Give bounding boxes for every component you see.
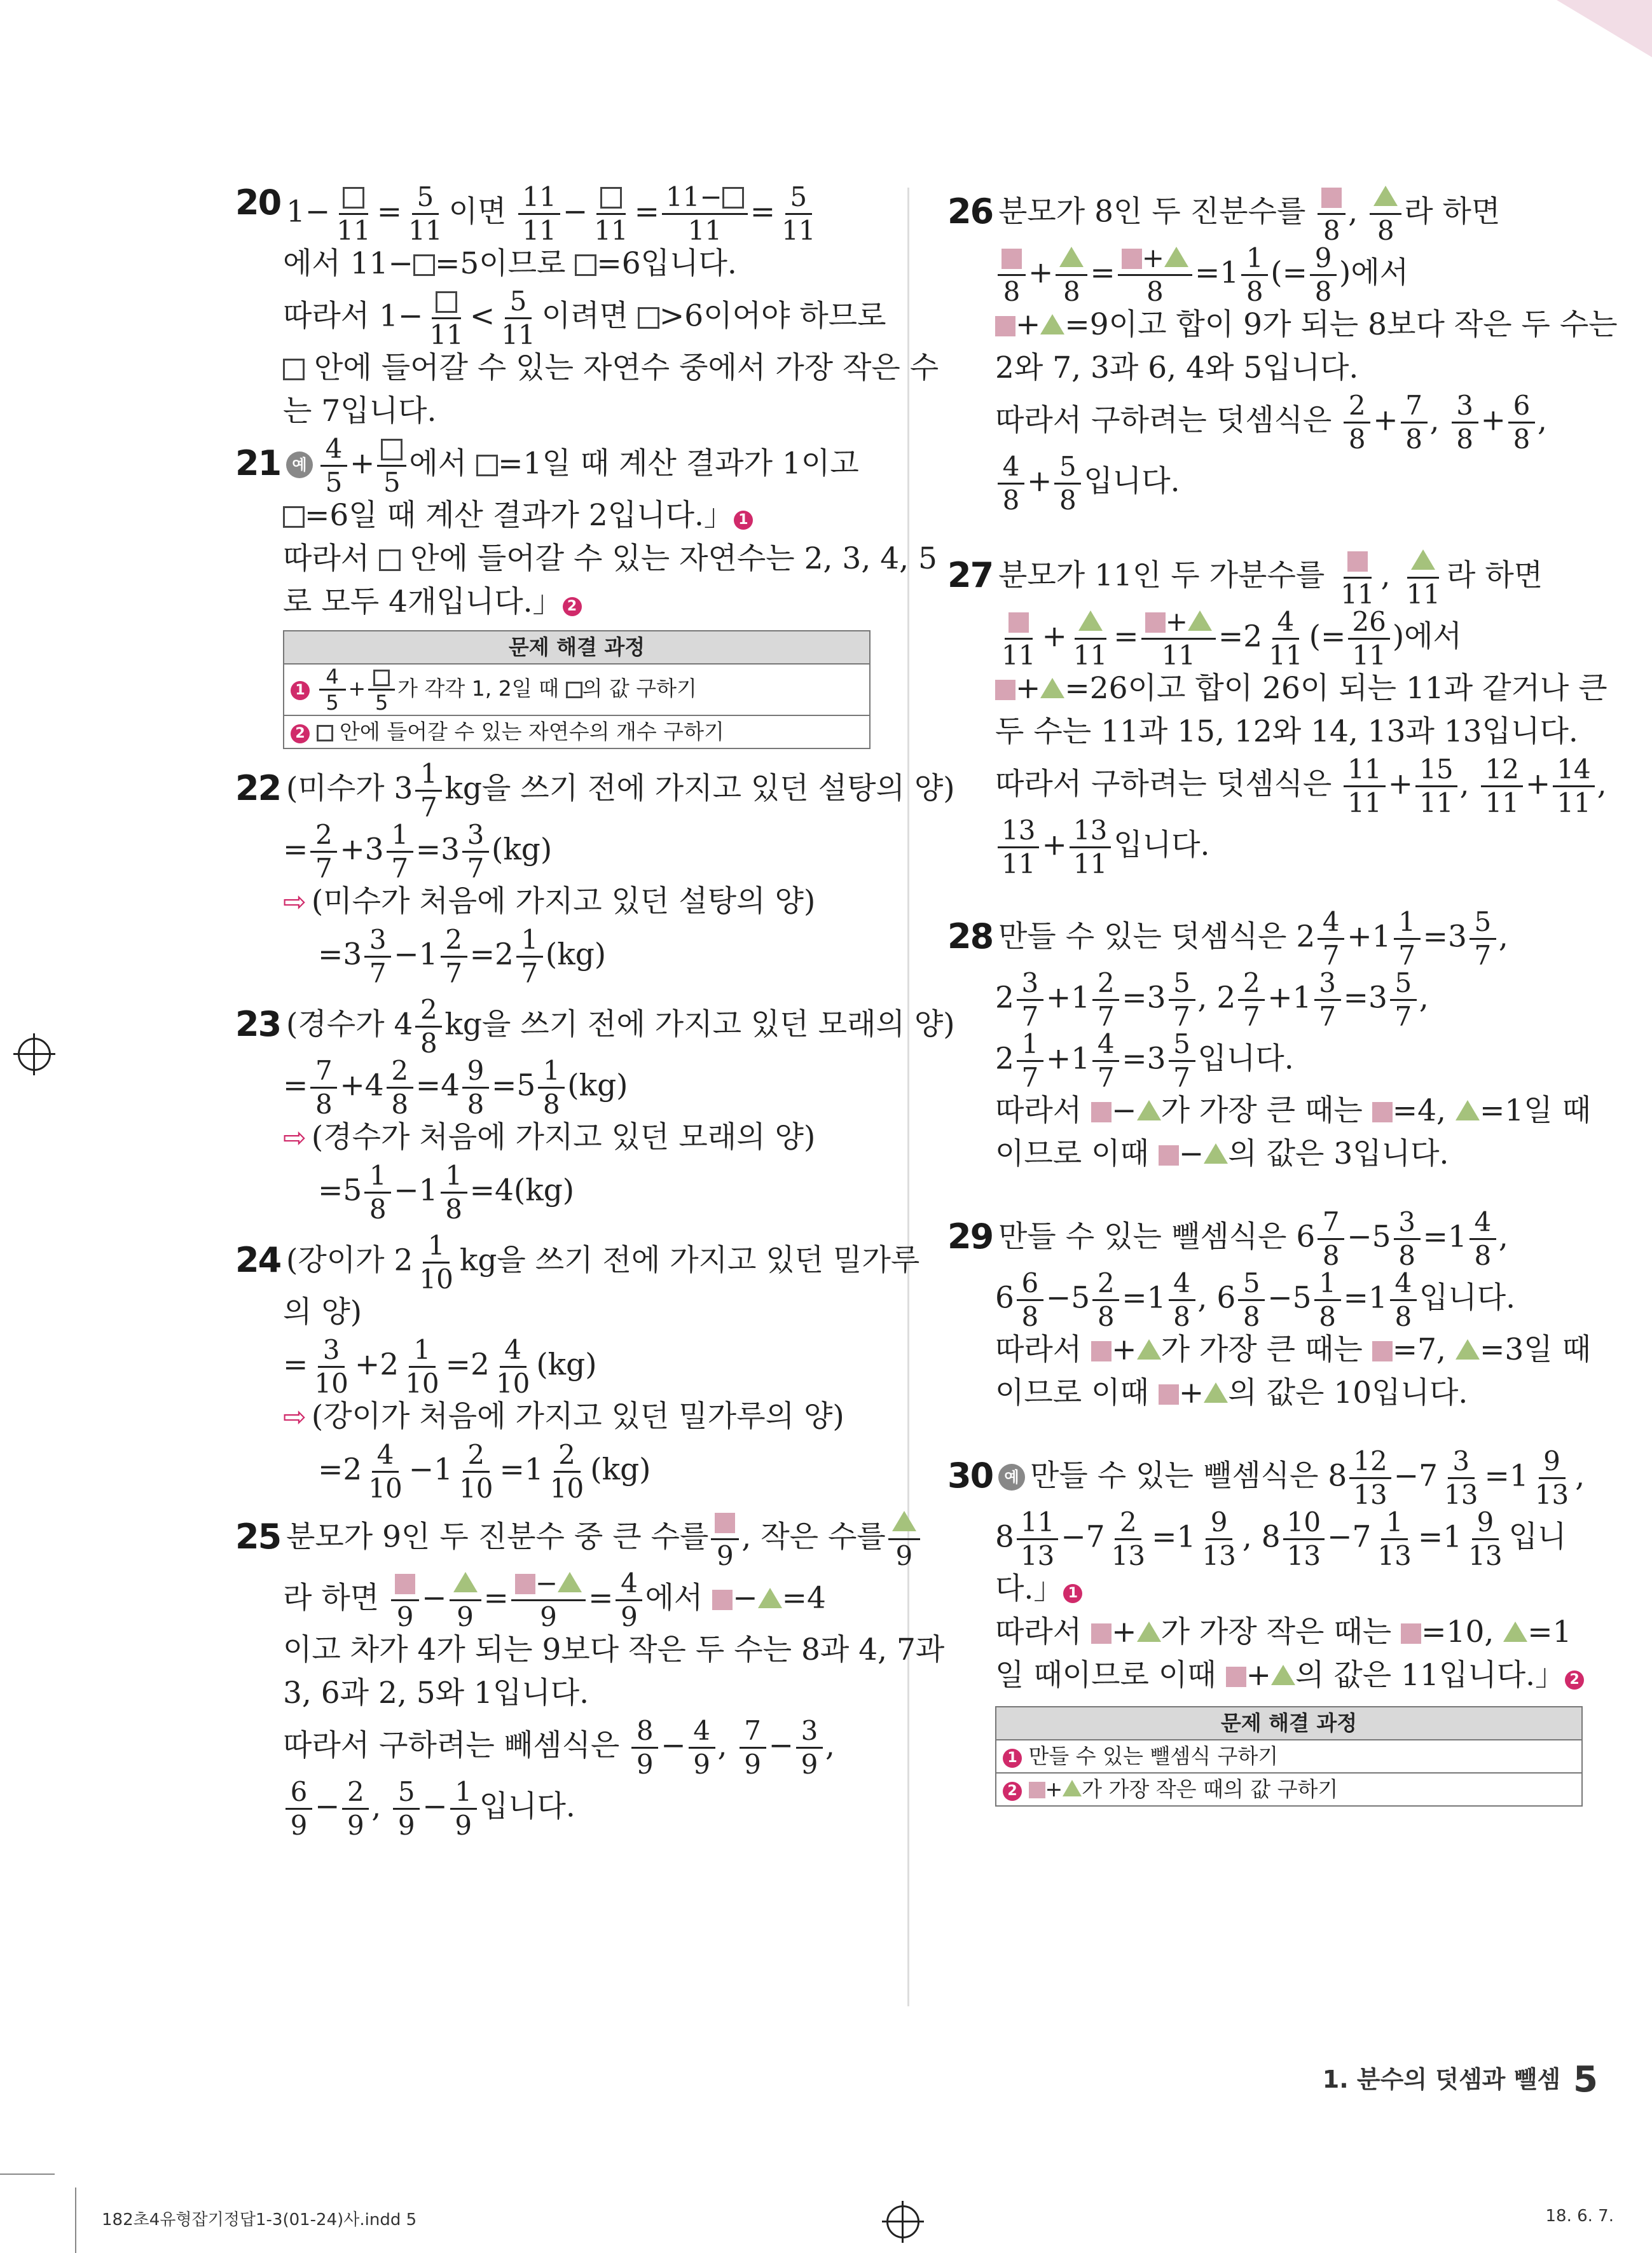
line: 이고 차가 4가 되는 9보다 작은 두 수는 8과 4, 7과	[283, 1632, 945, 1667]
blank-box	[283, 506, 305, 528]
triangle-shape	[1188, 610, 1212, 631]
line: 2와 7, 3과 6, 4와 5입니다.	[995, 350, 1359, 385]
square-shape	[1159, 1384, 1179, 1405]
problem-number: 23	[235, 1004, 281, 1044]
problem-number: 30	[947, 1456, 993, 1496]
line: 이므로 이때 − 의 값은 3입니다.	[995, 1136, 1449, 1171]
square-shape	[1372, 1102, 1393, 1122]
problem-21	[235, 433, 937, 749]
line: 따라서 1− 11 < $\frac{5}{11}$ 이려면 >6이어야 하므로	[283, 286, 886, 350]
line: ⇨ (경수가 처음에 가지고 있던 모래의 양)	[283, 1120, 816, 1155]
line: 따라서 구하려는 빼셈식은 $\frac{8}{9}$ − $\frac{4}{9}$ , $\frac{7}{9}$ − $\frac{3}{9}$ ,	[283, 1715, 835, 1780]
square-shape	[1401, 1623, 1421, 1644]
step-marker-2: 2	[563, 597, 582, 616]
line: (강이가 2 $\frac{1}{10}$ kg을 쓰기 전에 가지고 있던 밀가루	[286, 1230, 920, 1295]
triangle-shape	[1411, 549, 1435, 570]
page-number: 5	[1573, 2059, 1598, 2100]
line: $\frac{4}{8}$ + $\frac{5}{8}$ 입니다.	[947, 451, 1583, 512]
line: 분모가 8인 두 진분수를 8 , 8 라 하면	[947, 181, 1583, 242]
square-shape	[995, 680, 1015, 700]
line: 따라서 − 가 가장 큰 때는 =4, =1일 때	[995, 1093, 1591, 1128]
triangle-shape	[453, 1572, 478, 1592]
triangle-shape	[1059, 247, 1084, 267]
page-corner-decoration	[1557, 0, 1652, 57]
line: 라 하면 9 − 9 = $\frac{-}{9}$ = $\frac{4}{9}$ 에서 − =4	[283, 1567, 826, 1632]
line: 두 수는 11과 15, 12와 14, 13과 13입니다.	[995, 714, 1578, 749]
line: $\frac{6}{9}$ − $\frac{2}{9}$ , $\frac{5}{9}$ − $\frac{1}{9}$ 입니다.	[235, 1776, 871, 1837]
blank-box	[317, 725, 333, 741]
line: (경수가 4 $\frac{2}{8}$ kg을 쓰기 전에 가지고 있던 모래의 양)	[286, 994, 955, 1059]
square-shape	[712, 1590, 733, 1610]
line: 따라서 안에 들어갈 수 있는 자연수는 2, 3, 4, 5	[283, 541, 937, 576]
line: 1− 11 = $\frac{5}{11}$ 이면 $\frac{11}{11}$ − 11 = $\frac{11-}{11}$ = $\frac{5}{11}$	[286, 181, 816, 246]
solution-process-table	[283, 630, 871, 749]
line: = $\frac{3}{10}$ +2 $\frac{1}{10}$ =2 $\frac{4}{10}$ (kg)	[283, 1334, 597, 1399]
triangle-shape	[1456, 1100, 1480, 1120]
arrow-icon: ⇨	[283, 1122, 306, 1154]
problem-number: 28	[947, 916, 993, 956]
problem-26	[947, 181, 1618, 516]
triangle-shape	[1063, 1780, 1082, 1796]
blank-box	[343, 187, 364, 209]
triangle-shape	[1503, 1622, 1527, 1642]
line: 만들 수 있는 뺄셈식은 6 $\frac{7}{8}$ −5 $\frac{3}{8}$ =1 $\frac{4}{8}$ ,	[998, 1206, 1508, 1271]
problem-25	[235, 1506, 945, 1841]
table-row: 2 + 가 가장 작은 때의 값 구하기	[996, 1774, 1581, 1805]
line: =3 $\frac{3}{7}$ −1 $\frac{2}{7}$ =2 $\frac{1}{7}$ (kg)	[318, 924, 607, 989]
crop-mark	[75, 2188, 76, 2253]
problem-number: 22	[235, 768, 281, 808]
square-shape	[1008, 612, 1029, 633]
blank-box	[575, 254, 596, 276]
triangle-shape	[1204, 1382, 1228, 1403]
problem-number: 20	[235, 183, 281, 223]
problem-23	[235, 994, 955, 1225]
line: + =9이고 합이 9가 되는 8보다 작은 두 수는	[947, 303, 1583, 347]
problem-29	[947, 1206, 1591, 1415]
table-row: 2 안에 들어갈 수 있는 자연수의 개수 구하기	[284, 716, 869, 748]
problem-30	[947, 1445, 1583, 1807]
blank-box	[436, 291, 457, 313]
blank-box	[413, 254, 435, 276]
blank-box	[379, 549, 401, 571]
problem-22	[235, 758, 955, 989]
line: 따라서 구하려는 덧셈식은 $\frac{2}{8}$ + $\frac{7}{8}$ , $\frac{3}{8}$ + $\frac{6}{8}$ ,	[995, 390, 1547, 455]
example-badge: 예	[998, 1464, 1025, 1491]
line: 따라서 구하려는 덧셈식은 $\frac{11}{11}$ + $\frac{15}{11}$ , $\frac{12}{11}$ + $\frac{14}{11}$ ,	[995, 754, 1607, 818]
blank-box	[722, 187, 744, 209]
right-column	[947, 181, 1618, 1807]
line: 예 만들 수 있는 뺄셈식은 8 $\frac{12}{13}$ −7 $\frac{3}{13}$ =1 $\frac{9}{13}$ ,	[947, 1445, 1583, 1506]
line: 3, 6과 2, 5와 1입니다.	[283, 1676, 589, 1711]
problem-24	[235, 1230, 920, 1504]
problem-28	[947, 906, 1591, 1176]
registration-mark-icon	[18, 1038, 51, 1071]
square-shape	[1002, 249, 1022, 269]
triangle-shape	[1137, 1100, 1161, 1120]
line: 11 + 11 = $\frac{+}{11}$ =2 $\frac{4}{11}$ (= $\frac{26}{11}$ )에서	[1002, 606, 1462, 671]
table-row: 1 만들 수 있는 뺄셈식 구하기	[996, 1740, 1581, 1774]
line: 2 $\frac{3}{7}$ +1 $\frac{2}{7}$ =3 $\frac{5}{7}$ , 2 $\frac{2}{7}$ +1 $\frac{3}{7}$ =3 $\frac{5}{7}$ ,	[995, 967, 1429, 1032]
problem-number: 27	[947, 555, 993, 595]
line: ⇨ (미수가 처음에 가지고 있던 설탕의 양)	[283, 884, 816, 919]
solution-process-table	[995, 1706, 1583, 1807]
problem-number: 25	[235, 1517, 281, 1557]
triangle-shape	[1456, 1339, 1480, 1360]
blank-box	[566, 682, 582, 698]
square-shape	[1091, 1623, 1112, 1644]
square-shape	[1029, 1782, 1045, 1798]
line: = $\frac{2}{7}$ +3 $\frac{1}{7}$ =3 $\frac{3}{7}$ (kg)	[283, 819, 553, 884]
square-shape	[1091, 1341, 1112, 1361]
table-header: 문제 해결 과정	[284, 631, 869, 665]
line: = $\frac{7}{8}$ +4 $\frac{2}{8}$ =4 $\frac{9}{8}$ =5 $\frac{1}{8}$ (kg)	[283, 1055, 628, 1120]
line: =2 $\frac{4}{10}$ −1 $\frac{2}{10}$ =1 $\frac{2}{10}$ (kg)	[318, 1439, 651, 1504]
left-column	[235, 181, 955, 1841]
line: 2 $\frac{1}{7}$ +1 $\frac{4}{7}$ =3 $\frac{5}{7}$ 입니다.	[995, 1028, 1294, 1093]
line: 로 모두 4개입니다.」 2	[235, 581, 871, 624]
table-header: 문제 해결 과정	[996, 1707, 1581, 1740]
line: 에서 11− =5이므로 =6입니다.	[283, 246, 737, 281]
square-shape	[995, 316, 1015, 336]
step-marker-1: 1	[734, 511, 753, 530]
triangle-shape	[1078, 610, 1103, 631]
problem-27	[947, 545, 1607, 879]
triangle-shape	[1040, 678, 1064, 698]
blank-box	[381, 439, 403, 460]
arrow-icon: ⇨	[283, 886, 306, 918]
line: $\frac{13}{11}$ + $\frac{13}{11}$ 입니다.	[947, 815, 1583, 876]
line: 안에 들어갈 수 있는 자연수 중에서 가장 작은 수	[235, 347, 871, 390]
table-row: 1 $\frac{4}{5}$ + 5 가 각각 1, 2일 때 의 값 구하기	[284, 665, 869, 716]
square-shape	[395, 1574, 415, 1594]
line: 분모가 9인 두 진분수 중 큰 수를 9 , 작은 수를 9	[235, 1506, 871, 1567]
triangle-shape	[1137, 1622, 1161, 1642]
example-badge: 예	[286, 451, 313, 478]
line: 8 $\frac{11}{13}$ −7 $\frac{2}{13}$ =1 $\frac{9}{13}$ , 8 $\frac{10}{13}$ −7 $\frac{1}{13}$ =1 $\frac{9}{13}$ 입니	[995, 1506, 1567, 1571]
chapter-title: 1. 분수의 덧셈과 뺄셈	[1322, 2065, 1561, 2093]
blank-box	[476, 455, 498, 476]
line: 따라서 + 가 가장 큰 때는 =7, =3일 때	[995, 1332, 1591, 1367]
square-shape	[1321, 188, 1342, 208]
registration-mark-icon	[886, 2205, 919, 2238]
problem-20	[235, 181, 939, 433]
problem-number: 24	[235, 1240, 281, 1280]
print-file-info: 182초4유형잡기정답1-3(01-24)사.indd 5	[102, 2210, 417, 2229]
line: 따라서 + 가 가장 작은 때는 =10, =1	[995, 1615, 1572, 1650]
triangle-shape	[1373, 186, 1398, 206]
line: =5 $\frac{1}{8}$ −1 $\frac{1}{8}$ =4(kg)	[318, 1160, 575, 1225]
line: ⇨ (강이가 처음에 가지고 있던 밀가루의 양)	[283, 1399, 844, 1434]
step-marker-2: 2	[1565, 1671, 1584, 1690]
triangle-shape	[758, 1588, 782, 1608]
problem-number: 21	[235, 443, 281, 483]
print-date: 18. 6. 7.	[1545, 2207, 1614, 2226]
line: 만들 수 있는 덧셈식은 2 $\frac{4}{7}$ +1 $\frac{1}{7}$ =3 $\frac{5}{7}$ ,	[998, 906, 1508, 971]
column-divider	[907, 188, 909, 2006]
triangle-shape	[558, 1572, 582, 1592]
line: + =26이고 합이 26이 되는 11과 같거나 큰	[947, 667, 1583, 710]
line: =6일 때 계산 결과가 2입니다.」 1	[235, 494, 871, 537]
square-shape	[1226, 1667, 1246, 1687]
triangle-shape	[892, 1511, 916, 1531]
blank-box	[638, 307, 659, 329]
line: 의 양)	[283, 1295, 362, 1330]
square-shape	[715, 1513, 735, 1533]
triangle-shape	[1040, 314, 1064, 334]
square-shape	[1122, 249, 1142, 269]
square-shape	[1159, 1145, 1179, 1166]
square-shape	[515, 1574, 535, 1594]
triangle-shape	[1137, 1339, 1161, 1360]
line: 이므로 이때 + 의 값은 10입니다.	[995, 1375, 1468, 1410]
line: 분모가 11인 두 가분수를 11 , 11 라 하면	[947, 545, 1583, 606]
square-shape	[1372, 1341, 1393, 1361]
line: 다.」 1	[947, 1567, 1583, 1611]
blank-box	[373, 670, 390, 686]
triangle-shape	[1271, 1665, 1295, 1685]
triangle-shape	[1164, 247, 1188, 267]
arrow-icon: ⇨	[283, 1401, 306, 1433]
line: 6 $\frac{6}{8}$ −5 $\frac{2}{8}$ =1 $\frac{4}{8}$ , 6 $\frac{5}{8}$ −5 $\frac{1}{8}$ =1 $\frac{4}{8}$ 입니다.	[995, 1267, 1516, 1332]
square-shape	[1145, 612, 1166, 633]
crop-mark	[0, 2174, 55, 2175]
problem-number: 26	[947, 191, 993, 231]
line: (미수가 3 $\frac{1}{7}$ kg을 쓰기 전에 가지고 있던 설탕의 양)	[286, 758, 955, 823]
problem-number: 29	[947, 1216, 993, 1257]
square-shape	[1091, 1102, 1112, 1122]
line: 예 $\frac{4}{5}$ + 5 에서 =1일 때 계산 결과가 1이고	[235, 433, 871, 494]
blank-box	[283, 359, 305, 380]
line: 일 때이므로 이때 + 의 값은 11입니다.」 2	[947, 1654, 1583, 1697]
line: 는 7입니다.	[283, 394, 437, 429]
triangle-shape	[1204, 1143, 1228, 1164]
blank-box	[600, 187, 622, 209]
square-shape	[1347, 551, 1368, 572]
page-footer	[1323, 2059, 1598, 2100]
step-marker-1: 1	[1063, 1584, 1082, 1603]
line: 8 + 8 = $\frac{+}{8}$ =1 $\frac{1}{8}$ (= $\frac{9}{8}$ )에서	[947, 242, 1583, 303]
